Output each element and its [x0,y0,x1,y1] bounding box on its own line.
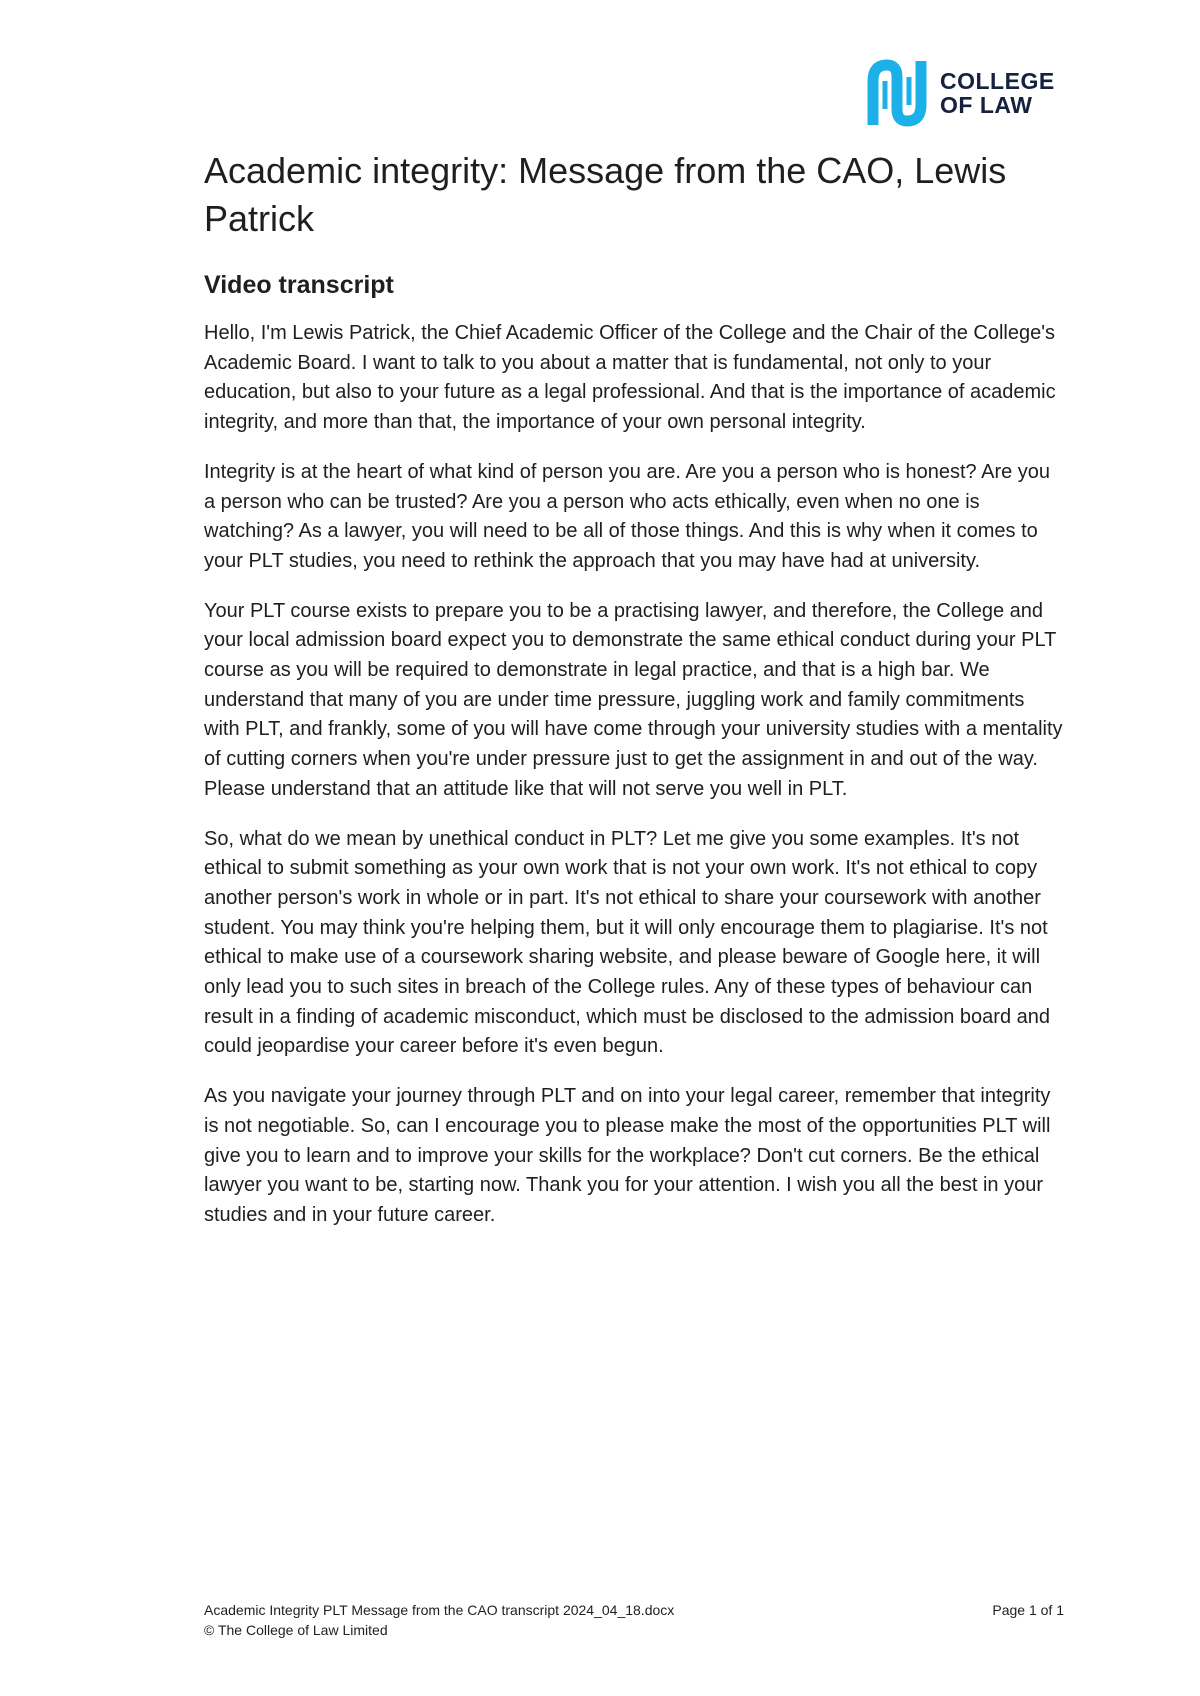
logo-wordmark [940,69,1055,117]
transcript-paragraph: Hello, I'm Lewis Patrick, the Chief Academic Officer of the College and the Chair of the College's Academic Board. I want to talk to you about a matter that is fundamental, not only to your education, but also to your future as a legal professional. And that is the importance of academic integrity, and more than that, the importance of your own personal integrity. [204,322,1056,434]
document-body [204,147,1064,1251]
transcript-paragraph: So, what do we mean by unethical conduct in PLT? Let me give you some examples. It's not ethical to submit something as your own work that is not your own work. It's not ethical to copy another person's work in whole or in part. It's not ethical to share your coursework with another student. You may think you're helping them, but it will only encourage them to plagiarise. It's not ethical to make use of a coursework sharing website, and please beware of Google here, it will only lead you to such sites in breach of the College rules. Any of these types of behaviour can result in a finding of academic misconduct, which must be disclosed to the admission board and could jeopardise your career before it's even begun. [204,827,1051,1058]
footer-copyright: © The College of Law Limited [204,1622,388,1638]
transcript-paragraph: As you navigate your journey through PLT and on into your legal career, remember that integrity is not negotiable. So, can I encourage you to please make the most of the opportunities PLT will give you to learn and to improve your skills for the workplace? Don't cut corners. Be the ethical lawyer you want to be, starting now. Thank you for your attention. I wish you all the best in your studies and in your future career. [204,1085,1051,1226]
page-title: Academic integrity: Message from the CAO, Lewis Patrick [204,150,1007,239]
college-logo-mark-icon [864,59,930,127]
college-of-law-logo [864,58,1055,128]
footer-page-number: Page 1 of 1 [992,1602,1064,1618]
logo-line-2: OF LAW [940,92,1033,118]
page-footer [204,1600,1064,1640]
footer-filename: Academic Integrity PLT Message from the CAO transcript 2024_04_18.docx [204,1602,675,1618]
transcript-paragraph: Integrity is at the heart of what kind of person you are. Are you a person who is honest? Are you a person who can be trusted? Are you a person who acts ethically, even when no one is watching? As a lawyer, you will need to be all of those things. And this is why when it comes to your PLT studies, you need to rethink the approach that you may have had at university. [204,460,1051,572]
logo-line-1: COLLEGE [940,68,1055,94]
section-heading: Video transcript [204,271,394,299]
transcript-paragraph: Your PLT course exists to prepare you to be a practising lawyer, and therefore, the College and your local admission board expect you to demonstrate the same ethical conduct during your PLT course as you will be required to demonstrate in legal practice, and that is a high bar. We understand that many of you are under time pressure, juggling work and family commitments with PLT, and frankly, some of you will have come through your university studies with a mentality of cutting corners when you're under pressure just to get the assignment in and out of the way. Please understand that an attitude like that will not serve you well in PLT. [204,599,1063,800]
